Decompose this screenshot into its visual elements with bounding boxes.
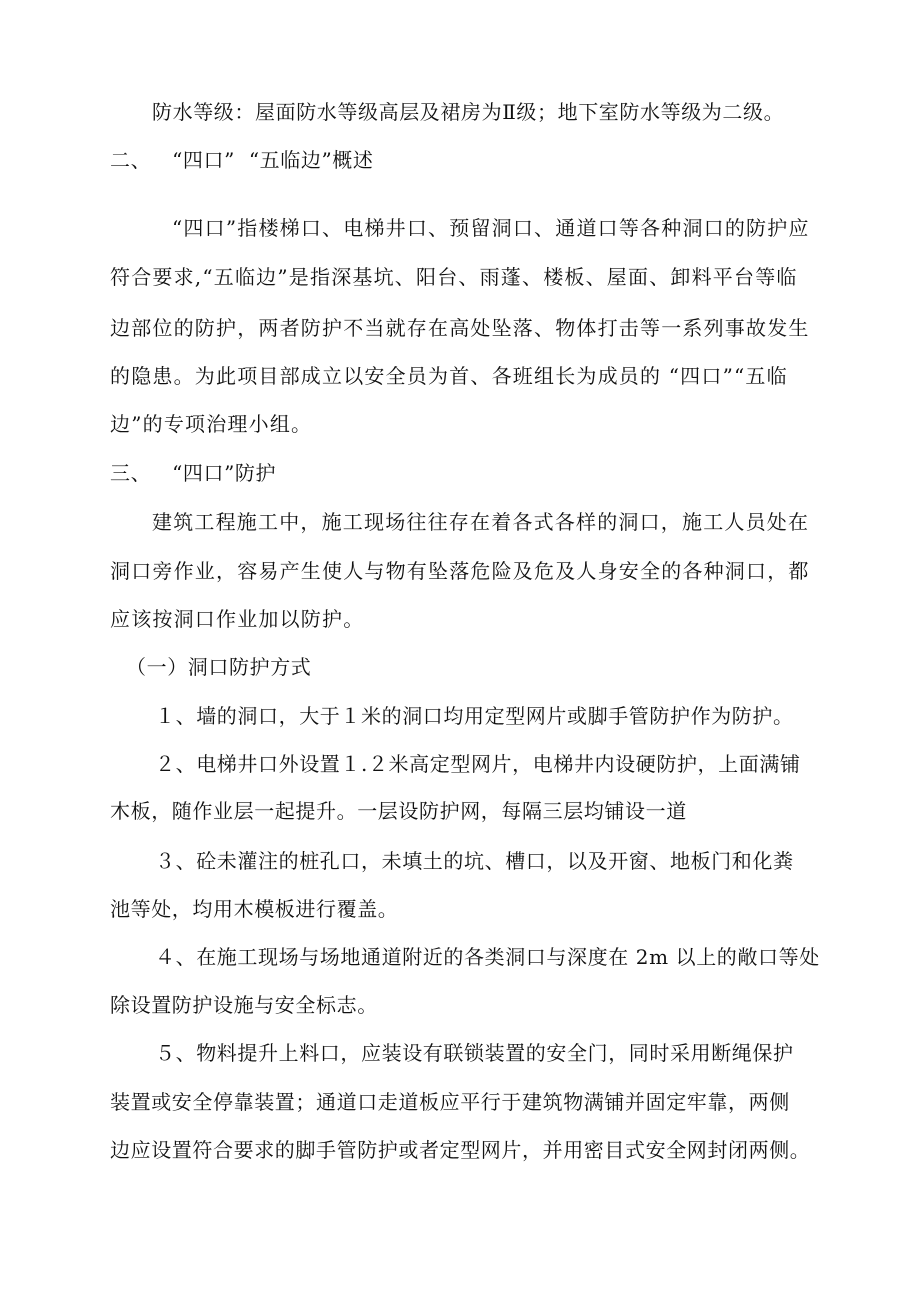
para-2-line-3: 边部位的防护，两者防护不当就存在高处坠落、物体打击等一系列事故发生	[110, 316, 810, 340]
section-heading-3: 三、 “四口”防护	[110, 461, 277, 485]
item-5-line-3: 边应设置符合要求的脚手管防护或者定型网片，并用密目式安全网封闭两侧。	[110, 1138, 811, 1162]
item-5-line-2: 装置或安全停靠装置；通道口走道板应平行于建筑物满铺并固定牢靠，两侧	[110, 1090, 790, 1114]
item-3-line-1: ３、砼未灌注的桩孔口，未填土的坑、槽口，以及开窗、地板门和化粪	[155, 849, 794, 873]
para-2-line-4: 的隐患。为此项目部成立以安全员为首、各班组长为成员的 “四口”“五临	[110, 364, 788, 388]
item-2-line-2: 木板，随作业层一起提升。一层设防护网，每隔三层均铺设一道	[110, 799, 687, 823]
item-1-line-1: １、墙的洞口，大于１米的洞口均用定型网片或脚手管防护作为防护。	[155, 704, 794, 728]
section-heading-2: 二、 “四口” “五临边”概述	[110, 148, 374, 172]
para-3-line-2: 洞口旁作业，容易产生使人与物有坠落危险及危及人身安全的各种洞口，都	[110, 559, 810, 583]
para-2-line-5: 边”的专项治理小组。	[110, 412, 313, 436]
item-5-line-1: ５、物料提升上料口，应装设有联锁装置的安全门，同时采用断绳保护	[155, 1041, 794, 1065]
para-2-line-1: “四口”指楼梯口、电梯井口、预留洞口、通道口等各种洞口的防护应	[172, 216, 810, 240]
item-4-line-2: 除设置防护设施与安全标志。	[110, 993, 378, 1017]
waterproof-grade-line: 防水等级：屋面防水等级高层及裙房为Ⅱ级；地下室防水等级为二级。	[152, 100, 785, 124]
item-2-line-1: ２、电梯井口外设置１.２米高定型网片，电梯井内设硬防护，上面满铺	[155, 752, 801, 776]
para-3-line-3: 应该按洞口作业加以防护。	[110, 607, 365, 631]
item-4-line-1: ４、在施工现场与场地通道附近的各类洞口与深度在 2m 以上的敞口等处	[155, 945, 820, 969]
para-3-line-1: 建筑工程施工中，施工现场往往存在着各式各样的洞口，施工人员处在	[152, 510, 810, 534]
para-2-line-2: 符合要求,“五临边”是指深基坑、阳台、雨蓬、楼板、屋面、卸料平台等临	[110, 265, 798, 289]
subsection-heading-1: （一）洞口防护方式	[126, 655, 312, 679]
item-3-line-2: 池等处，均用木模板进行覆盖。	[110, 897, 399, 921]
